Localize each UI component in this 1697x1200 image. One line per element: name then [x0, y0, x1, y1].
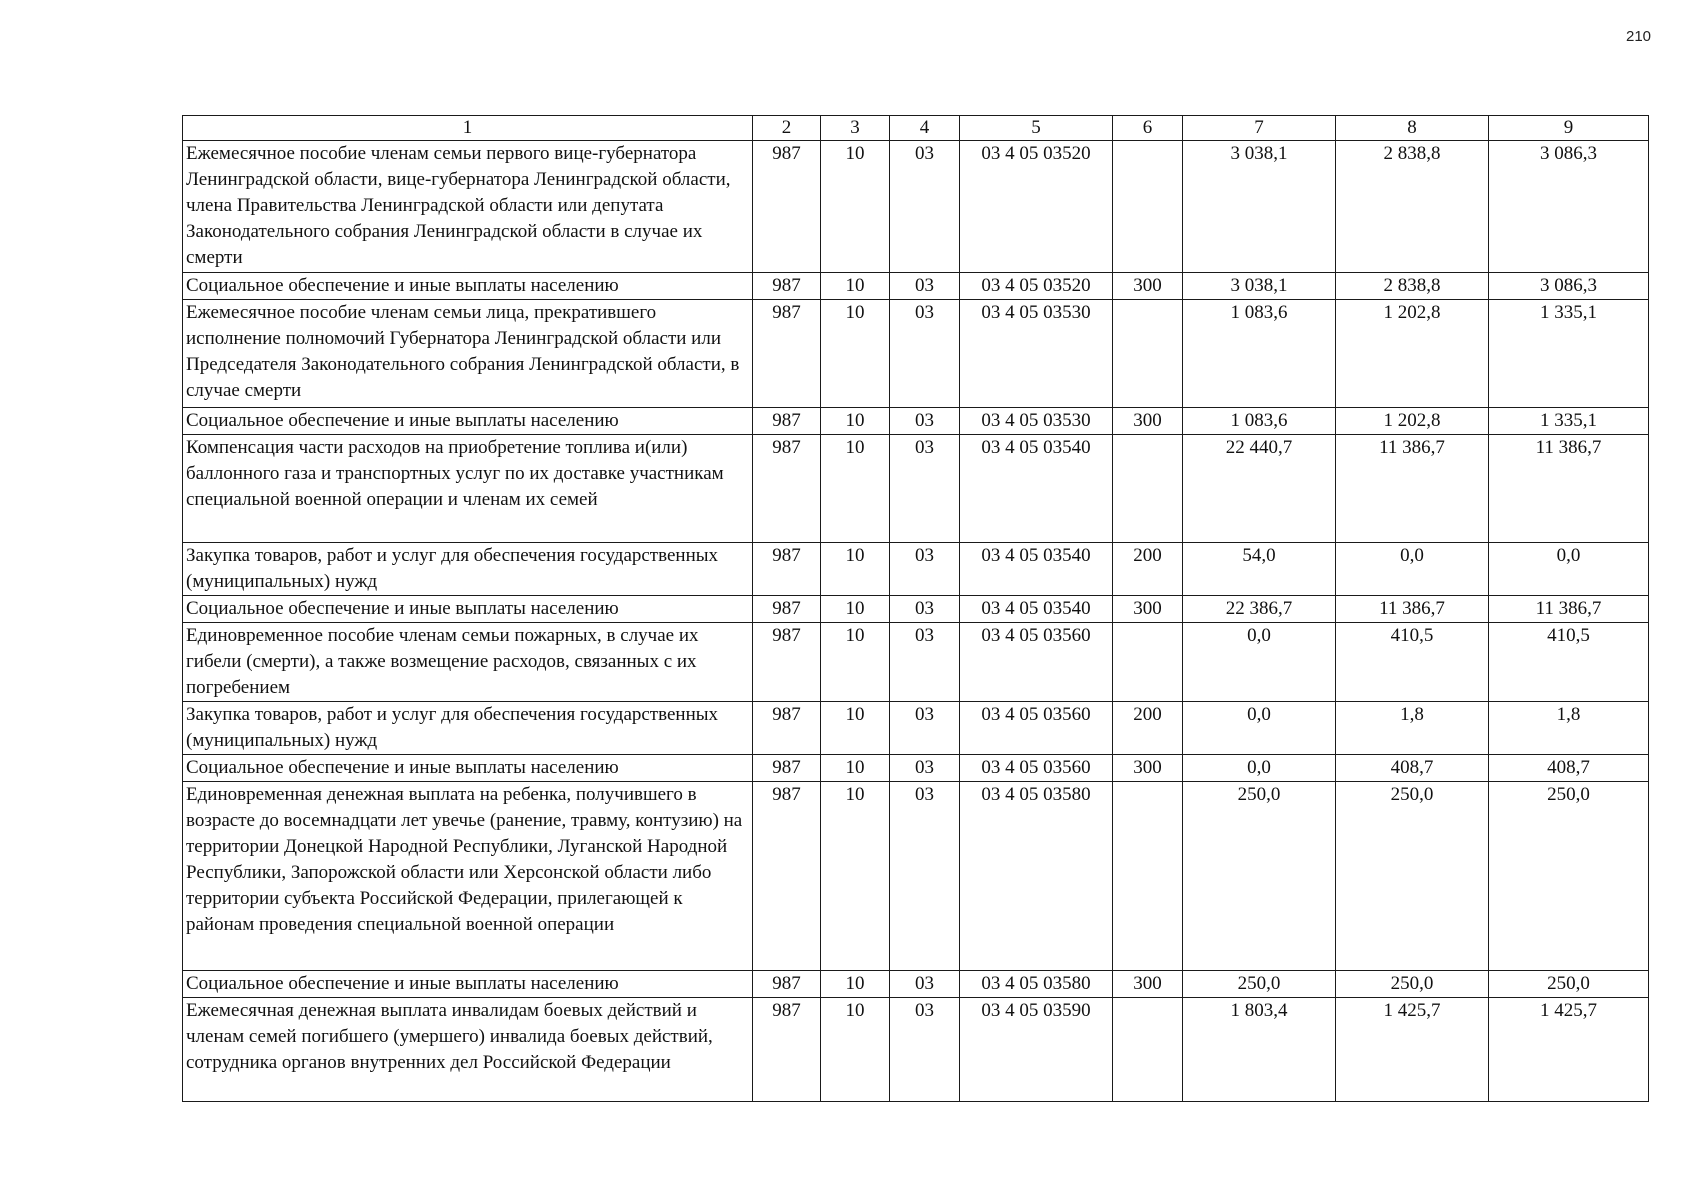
row-description: Социальное обеспечение и иные выплаты населению: [183, 755, 753, 782]
row-description: Единовременная денежная выплата на ребенка, получившего в возрасте до восемнадцати лет увечье (ранение, травму, контузию) на территории Донецкой Народной Республики, Луганской Народной Республики, Запорожской области или Херсонской области либо территории субъекта Российской Федерации, прилегающей к районам проведения специальной военной операции: [183, 782, 753, 971]
cell-amount-year1: 22 386,7: [1183, 596, 1336, 623]
cell-subsection-code: 03: [890, 702, 960, 755]
cell-subsection-code: 03: [890, 543, 960, 596]
row-description: Компенсация части расходов на приобретение топлива и(или) баллонного газа и транспортных услуг по их доставке участникам специальной военной операции и членам их семей: [183, 435, 753, 543]
table-row: [183, 971, 1649, 998]
table-row: [183, 596, 1649, 623]
cell-grbs-code: 987: [753, 623, 821, 702]
cell-amount-year2: 1 425,7: [1336, 998, 1489, 1102]
cell-section-code: 10: [821, 300, 890, 408]
page-number: 210: [1626, 28, 1652, 45]
row-description: Закупка товаров, работ и услуг для обеспечения государственных (муниципальных) нужд: [183, 702, 753, 755]
row-description: Социальное обеспечение и иные выплаты населению: [183, 408, 753, 435]
cell-amount-year2: 250,0: [1336, 971, 1489, 998]
cell-amount-year2: 250,0: [1336, 782, 1489, 971]
cell-expense-type: 300: [1113, 596, 1183, 623]
cell-amount-year1: 0,0: [1183, 702, 1336, 755]
cell-amount-year3: 250,0: [1489, 971, 1649, 998]
cell-section-code: 10: [821, 141, 890, 273]
cell-amount-year3: 11 386,7: [1489, 596, 1649, 623]
cell-amount-year3: 250,0: [1489, 782, 1649, 971]
row-description: Социальное обеспечение и иные выплаты населению: [183, 596, 753, 623]
row-description: Закупка товаров, работ и услуг для обеспечения государственных (муниципальных) нужд: [183, 543, 753, 596]
cell-amount-year2: 1 202,8: [1336, 300, 1489, 408]
cell-target-article: 03 4 05 03520: [960, 141, 1113, 273]
cell-target-article: 03 4 05 03580: [960, 971, 1113, 998]
cell-amount-year2: 11 386,7: [1336, 596, 1489, 623]
column-header: 1: [183, 116, 753, 141]
cell-section-code: 10: [821, 596, 890, 623]
table-row: [183, 300, 1649, 408]
cell-amount-year3: 410,5: [1489, 623, 1649, 702]
table-row: [183, 408, 1649, 435]
cell-expense-type: 300: [1113, 273, 1183, 300]
cell-amount-year3: 3 086,3: [1489, 141, 1649, 273]
cell-target-article: 03 4 05 03580: [960, 782, 1113, 971]
cell-grbs-code: 987: [753, 435, 821, 543]
table-row: [183, 435, 1649, 543]
cell-section-code: 10: [821, 998, 890, 1102]
cell-subsection-code: 03: [890, 998, 960, 1102]
cell-section-code: 10: [821, 623, 890, 702]
cell-section-code: 10: [821, 543, 890, 596]
cell-subsection-code: 03: [890, 273, 960, 300]
cell-subsection-code: 03: [890, 141, 960, 273]
cell-grbs-code: 987: [753, 408, 821, 435]
cell-expense-type: 300: [1113, 755, 1183, 782]
cell-amount-year3: 1 335,1: [1489, 300, 1649, 408]
cell-expense-type: 200: [1113, 702, 1183, 755]
cell-expense-type: [1113, 782, 1183, 971]
cell-section-code: 10: [821, 408, 890, 435]
cell-subsection-code: 03: [890, 971, 960, 998]
cell-section-code: 10: [821, 971, 890, 998]
cell-subsection-code: 03: [890, 596, 960, 623]
cell-subsection-code: 03: [890, 755, 960, 782]
cell-amount-year1: 3 038,1: [1183, 141, 1336, 273]
cell-amount-year3: 1 425,7: [1489, 998, 1649, 1102]
cell-amount-year2: 408,7: [1336, 755, 1489, 782]
cell-target-article: 03 4 05 03540: [960, 543, 1113, 596]
cell-expense-type: 200: [1113, 543, 1183, 596]
cell-amount-year3: 11 386,7: [1489, 435, 1649, 543]
column-header: 6: [1113, 116, 1183, 141]
cell-expense-type: [1113, 435, 1183, 543]
column-header: 4: [890, 116, 960, 141]
cell-subsection-code: 03: [890, 782, 960, 971]
cell-target-article: 03 4 05 03540: [960, 435, 1113, 543]
cell-target-article: 03 4 05 03560: [960, 702, 1113, 755]
cell-amount-year1: 0,0: [1183, 623, 1336, 702]
cell-target-article: 03 4 05 03560: [960, 755, 1113, 782]
cell-expense-type: [1113, 141, 1183, 273]
cell-section-code: 10: [821, 435, 890, 543]
cell-grbs-code: 987: [753, 782, 821, 971]
cell-target-article: 03 4 05 03560: [960, 623, 1113, 702]
cell-grbs-code: 987: [753, 702, 821, 755]
table-row: [183, 755, 1649, 782]
cell-section-code: 10: [821, 702, 890, 755]
budget-table: [182, 115, 1649, 1102]
cell-amount-year3: 408,7: [1489, 755, 1649, 782]
cell-expense-type: 300: [1113, 408, 1183, 435]
cell-section-code: 10: [821, 755, 890, 782]
cell-amount-year2: 1 202,8: [1336, 408, 1489, 435]
cell-expense-type: [1113, 623, 1183, 702]
column-header: 3: [821, 116, 890, 141]
cell-section-code: 10: [821, 782, 890, 971]
cell-amount-year2: 410,5: [1336, 623, 1489, 702]
cell-grbs-code: 987: [753, 141, 821, 273]
cell-amount-year3: 0,0: [1489, 543, 1649, 596]
row-description: Ежемесячное пособие членам семьи лица, прекратившего исполнение полномочий Губернатора Ленинградской области или Председателя Законодательного собрания Ленинградской области, в случае смерти: [183, 300, 753, 408]
table-header-row: [183, 116, 1649, 141]
column-header: 8: [1336, 116, 1489, 141]
cell-amount-year1: 22 440,7: [1183, 435, 1336, 543]
cell-amount-year1: 250,0: [1183, 782, 1336, 971]
cell-target-article: 03 4 05 03530: [960, 408, 1113, 435]
cell-expense-type: [1113, 300, 1183, 408]
cell-amount-year1: 1 803,4: [1183, 998, 1336, 1102]
cell-expense-type: 300: [1113, 971, 1183, 998]
row-description: Единовременное пособие членам семьи пожарных, в случае их гибели (смерти), а также возмещение расходов, связанных с их погребением: [183, 623, 753, 702]
table-row: [183, 998, 1649, 1102]
cell-section-code: 10: [821, 273, 890, 300]
cell-amount-year3: 1 335,1: [1489, 408, 1649, 435]
cell-grbs-code: 987: [753, 300, 821, 408]
cell-amount-year1: 250,0: [1183, 971, 1336, 998]
column-header: 5: [960, 116, 1113, 141]
cell-grbs-code: 987: [753, 596, 821, 623]
cell-target-article: 03 4 05 03530: [960, 300, 1113, 408]
table-row: [183, 782, 1649, 971]
cell-amount-year3: 3 086,3: [1489, 273, 1649, 300]
row-description: Ежемесячная денежная выплата инвалидам боевых действий и членам семей погибшего (умершего) инвалида боевых действий, сотрудника органов внутренних дел Российской Федерации: [183, 998, 753, 1102]
cell-target-article: 03 4 05 03590: [960, 998, 1113, 1102]
row-description: Ежемесячное пособие членам семьи первого вице-губернатора Ленинградской области, вице-губернатора Ленинградской области, члена Правительства Ленинградской области или депутата Законодательного собрания Ленинградской области в случае их смерти: [183, 141, 753, 273]
table-row: [183, 702, 1649, 755]
cell-amount-year1: 0,0: [1183, 755, 1336, 782]
column-header: 2: [753, 116, 821, 141]
cell-subsection-code: 03: [890, 623, 960, 702]
cell-amount-year1: 54,0: [1183, 543, 1336, 596]
cell-amount-year2: 0,0: [1336, 543, 1489, 596]
cell-amount-year1: 1 083,6: [1183, 408, 1336, 435]
cell-target-article: 03 4 05 03520: [960, 273, 1113, 300]
table-row: [183, 273, 1649, 300]
cell-grbs-code: 987: [753, 543, 821, 596]
column-header: 9: [1489, 116, 1649, 141]
column-header: 7: [1183, 116, 1336, 141]
cell-amount-year1: 1 083,6: [1183, 300, 1336, 408]
cell-amount-year1: 3 038,1: [1183, 273, 1336, 300]
table-row: [183, 623, 1649, 702]
row-description: Социальное обеспечение и иные выплаты населению: [183, 971, 753, 998]
cell-amount-year2: 11 386,7: [1336, 435, 1489, 543]
cell-amount-year3: 1,8: [1489, 702, 1649, 755]
table-row: [183, 141, 1649, 273]
cell-subsection-code: 03: [890, 300, 960, 408]
cell-grbs-code: 987: [753, 755, 821, 782]
cell-amount-year2: 1,8: [1336, 702, 1489, 755]
cell-subsection-code: 03: [890, 408, 960, 435]
cell-amount-year2: 2 838,8: [1336, 141, 1489, 273]
cell-subsection-code: 03: [890, 435, 960, 543]
cell-grbs-code: 987: [753, 273, 821, 300]
cell-grbs-code: 987: [753, 998, 821, 1102]
table-row: [183, 543, 1649, 596]
cell-grbs-code: 987: [753, 971, 821, 998]
cell-amount-year2: 2 838,8: [1336, 273, 1489, 300]
cell-expense-type: [1113, 998, 1183, 1102]
cell-target-article: 03 4 05 03540: [960, 596, 1113, 623]
row-description: Социальное обеспечение и иные выплаты населению: [183, 273, 753, 300]
